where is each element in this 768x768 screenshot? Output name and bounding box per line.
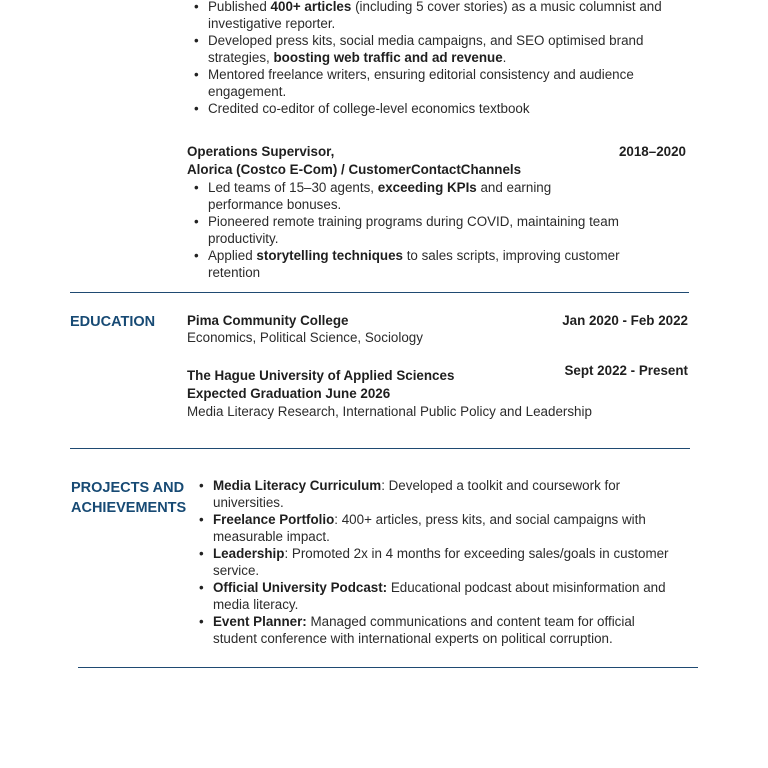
projects-list xyxy=(213,477,673,647)
school-dates: Sept 2022 - Present xyxy=(564,363,688,378)
list-item: • Leadership: Promoted 2x in 4 months for exceeding sales/goals in customer service. xyxy=(213,545,673,579)
expected-graduation: Expected Graduation June 2026 xyxy=(187,386,391,401)
list-item: • Developed press kits, social media campaigns, and SEO optimised brand strategies, boosting web traffic and ad revenue. xyxy=(208,32,663,66)
ops-bullet-list xyxy=(208,179,628,281)
education-heading: EDUCATION xyxy=(70,314,156,330)
list-item: • Led teams of 15–30 agents, exceeding KPIs and earning performance bonuses. xyxy=(208,179,628,213)
job-company: Alorica (Costco E-Com) / CustomerContactChannels xyxy=(187,162,522,177)
list-item: • Mentored freelance writers, ensuring editorial consistency and audience engagement. xyxy=(208,66,663,100)
list-item: • Credited co-editor of college-level economics textbook xyxy=(208,100,663,117)
school-name: The Hague University of Applied Sciences xyxy=(187,368,455,383)
job-dates: 2018–2020 xyxy=(618,144,686,159)
section-divider xyxy=(70,448,690,449)
list-item: • Freelance Portfolio: 400+ articles, press kits, and social campaigns with measurable impact. xyxy=(213,511,673,545)
journalism-bullet-list xyxy=(208,0,663,117)
school-detail: Media Literacy Research, International Public Policy and Leadership xyxy=(187,404,592,419)
list-item: • Published 400+ articles (including 5 cover stories) as a music columnist and investigative reporter. xyxy=(208,0,663,32)
job-title: Operations Supervisor, xyxy=(187,144,335,159)
projects-heading xyxy=(71,478,186,518)
school-dates: Jan 2020 - Feb 2022 xyxy=(562,313,688,328)
section-divider xyxy=(70,292,689,293)
projects-heading-line1: PROJECTS AND xyxy=(71,480,185,496)
projects-heading-line2: ACHIEVEMENTS xyxy=(71,500,187,516)
list-item: • Event Planner: Managed communications and content team for official student conference with international experts on political corruption. xyxy=(213,613,673,647)
list-item: • Pioneered remote training programs during COVID, maintaining team productivity. xyxy=(208,213,628,247)
section-divider xyxy=(78,667,698,668)
list-item: • Media Literacy Curriculum: Developed a toolkit and coursework for universities. xyxy=(213,477,673,511)
list-item: • Applied storytelling techniques to sales scripts, improving customer retention xyxy=(208,247,628,281)
list-item: • Official University Podcast: Educational podcast about misinformation and media literacy. xyxy=(213,579,673,613)
school-name: Pima Community College xyxy=(187,313,349,328)
school-detail: Economics, Political Science, Sociology xyxy=(187,330,423,345)
